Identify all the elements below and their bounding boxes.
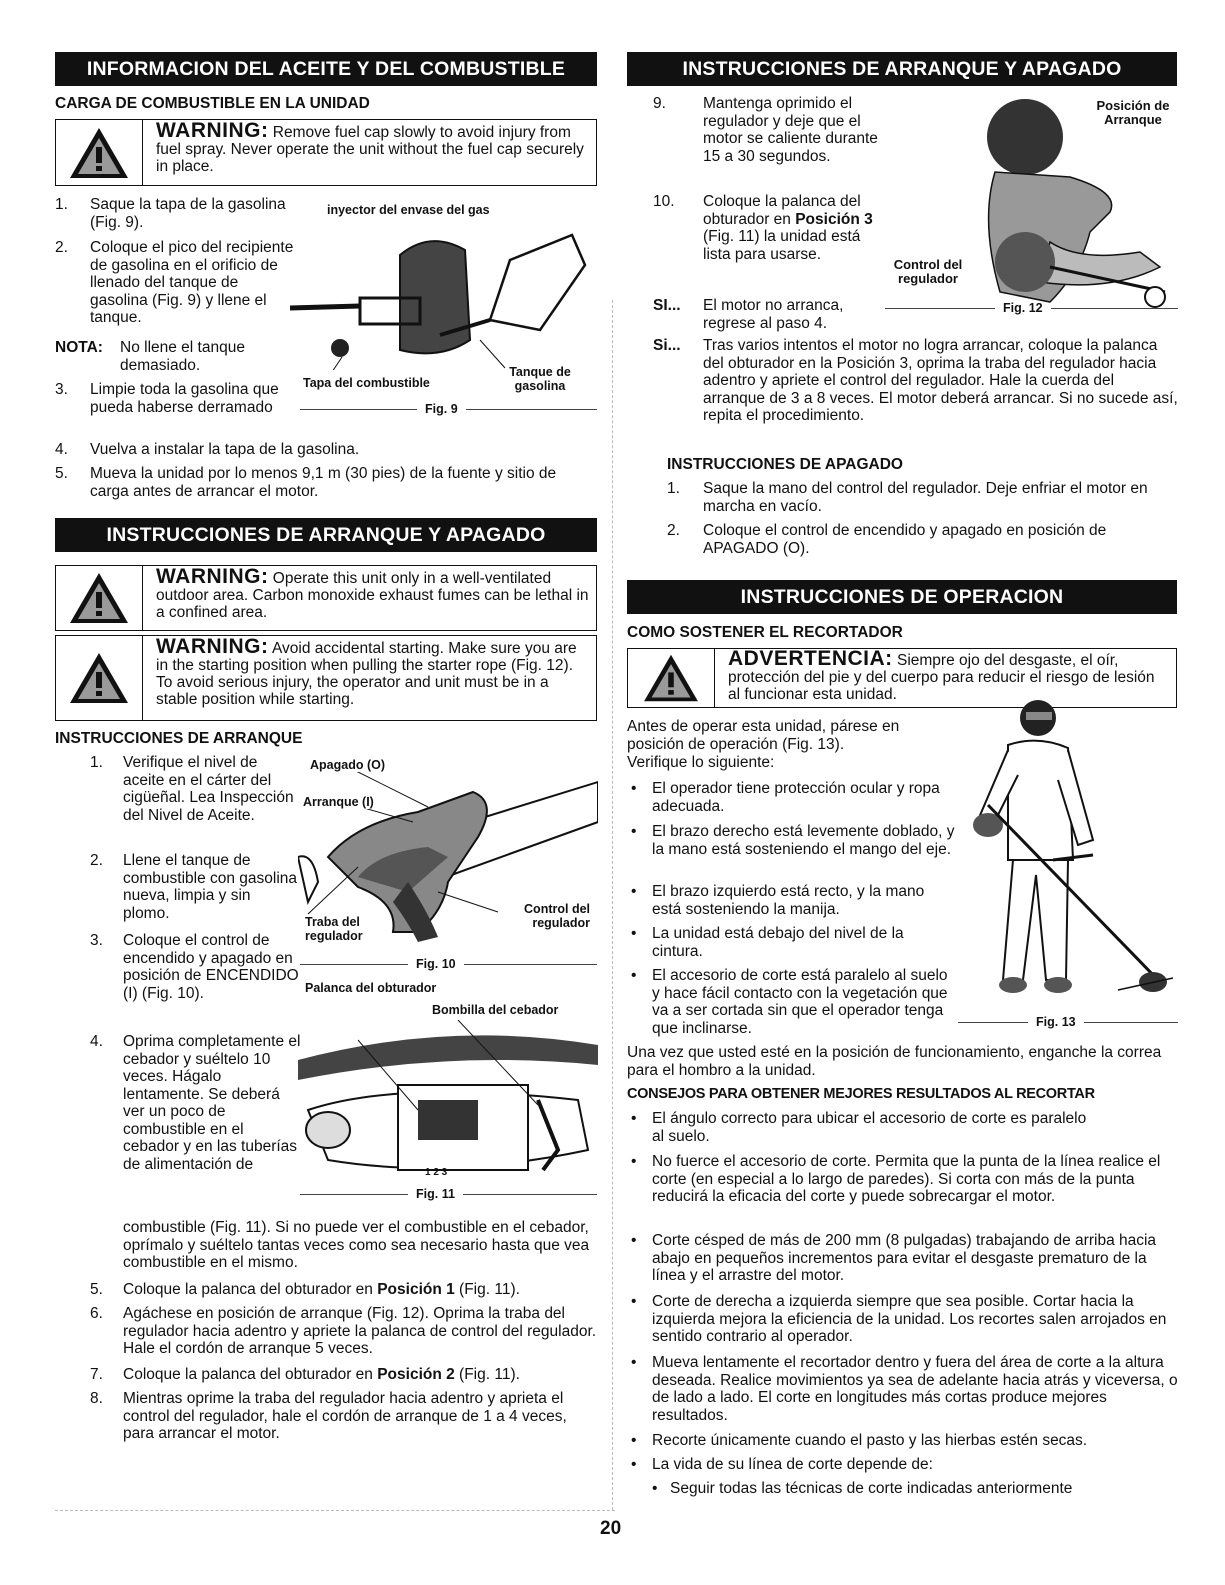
section-header-operacion: INSTRUCCIONES DE OPERACION [627, 580, 1177, 614]
fig10-label-apagado: Apagado (O) [310, 758, 385, 772]
warning-text: WARNING: Remove fuel cap slowly to avoid injury from fuel spray. Never operate the unit without the fuel cap securely in place. [156, 119, 584, 175]
list-item-continuation: combustible (Fig. 11). Si no puede ver el combustible en el cebador, oprímalo y suéltelo tantas veces como sea necesario hasta que vea combustible en el mismo. [123, 1219, 590, 1271]
intro-paragraph: Antes de operar esta unidad, párese en posición de operación (Fig. 13). [627, 718, 900, 753]
bullet: • [631, 883, 637, 900]
fig11-label-bombilla: Bombilla del cebador [432, 1003, 559, 1017]
bullet: • [631, 1153, 637, 1170]
fig11-position-numbers: 1 2 3 [425, 1167, 448, 1178]
bullet: • [631, 925, 637, 942]
fig9-label-tapa: Tapa del combustible [303, 376, 430, 390]
fig10-caption: Fig. 10 [300, 957, 597, 971]
bullet: • [631, 1432, 637, 1449]
warning-box-fuel-cap [55, 119, 597, 186]
bullet: • [652, 1480, 658, 1497]
bullet: • [631, 823, 637, 840]
bullet: • [631, 1293, 637, 1310]
list-item: Mueva lentamente el recortador dentro y fuera del área de corte a la altura deseada. Realice movimientos ya sea de adelante hacia atrás y viceversa, o de lado a lado. El corte en longitudes más cortas produce mejores resultados. [652, 1354, 1178, 1424]
list-item: La unidad está debajo del nivel de la cintura. [652, 925, 904, 960]
fig10-label-control: Control del regulador [524, 902, 590, 930]
warning-text: ADVERTENCIA: Siempre ojo del desgaste, el oír, protección del pie y del cuerpo para reducir el riesgo de lesión al funcionar esta unidad. [728, 647, 1155, 703]
warning-triangle-icon [56, 120, 143, 185]
list-item: El brazo izquierdo está recto, y la mano está sosteniendo la manija. [652, 883, 925, 918]
list-item: El ángulo correcto para ubicar el accesorio de corte es paralelo al suelo. [652, 1110, 1087, 1145]
fig9-fuel-tank-illustration [290, 220, 590, 370]
fig10-label-arranque: Arranque (I) [303, 795, 374, 809]
warning-triangle-icon [56, 566, 143, 630]
bullet: • [631, 967, 637, 984]
list-item: No fuerce el accesorio de corte. Permita que la punta de la línea realice el corte (en especial a lo largo de paredes). Si corta con más de la punta reducirá la eficacia del corte y puede sobrecargar el motor. [652, 1153, 1161, 1205]
fig10-label-traba: Traba del regulador [305, 915, 363, 943]
warning-text: WARNING: Avoid accidental starting. Make sure you are in the starting position when pulling the starter rope (Fig. 12). To avoid serious injury, the operator and unit must be in a stable position while starting. [156, 635, 577, 708]
bullet: • [631, 1110, 637, 1127]
fig10-label-palanca: Palanca del obturador [305, 981, 437, 995]
list-item: Recorte únicamente cuando el pasto y las hierbas estén secas. [652, 1432, 1088, 1449]
fig9-label-inyector: inyector del envase del gas [327, 203, 490, 217]
fig12-caption: Fig. 12 [885, 301, 1178, 315]
warning-box-accidental-start [55, 635, 597, 721]
fig12-label-control: Control del regulador [888, 258, 968, 286]
list-item: El accesorio de corte está paralelo al suelo y hace fácil contacto con la vegetación que va a ser cortada sin que el operador tenga que inclinarse. [652, 967, 948, 1037]
subheading-carga: CARGA DE COMBUSTIBLE EN LA UNIDAD [55, 95, 370, 112]
fig11-caption: Fig. 11 [300, 1187, 597, 1201]
subheading-sostener: COMO SOSTENER EL RECORTADOR [627, 624, 903, 641]
bottom-rule [55, 1510, 615, 1511]
subheading-arranque: INSTRUCCIONES DE ARRANQUE [55, 730, 303, 747]
fig9-caption: Fig. 9 [300, 402, 597, 416]
section-header-arranque-left: INSTRUCCIONES DE ARRANQUE Y APAGADO [55, 518, 597, 552]
list-item: El operador tiene protección ocular y ropa adecuada. [652, 780, 940, 815]
fig12-label-posicion: Posición de Arranque [1090, 99, 1176, 127]
bullet: • [631, 1354, 637, 1371]
fig9-label-tanque: Tanque de gasolina [509, 365, 571, 393]
fig13-operator-illustration [958, 690, 1178, 1015]
column-divider [612, 300, 613, 1510]
page-number: 20 [600, 1518, 622, 1539]
list-item: La vida de su línea de corte depende de: [652, 1456, 933, 1473]
subheading-consejos: CONSEJOS PARA OBTENER MEJORES RESULTADOS AL RECORTAR [627, 1086, 1095, 1102]
subheading-apagado: INSTRUCCIONES DE APAGADO [667, 456, 903, 473]
warning-text: WARNING: Operate this unit only in a well-ventilated outdoor area. Carbon monoxide exhaust fumes can be lethal in a confined area. [156, 565, 589, 621]
fig13-caption: Fig. 13 [958, 1015, 1178, 1029]
list-item: Seguir todas las técnicas de corte indicadas anteriormente [670, 1480, 1073, 1497]
bullet: • [631, 1456, 637, 1473]
bullet: • [631, 780, 637, 797]
una-vez-paragraph: Una vez que usted esté en la posición de funcionamiento, enganche la correa para el hombro a la unidad. [627, 1044, 1162, 1079]
warning-triangle-icon [56, 636, 143, 720]
warning-triangle-icon [628, 649, 715, 707]
list-item: Corte césped de más de 200 mm (8 pulgadas) trabajando de arriba hacia abajo en pequeños incrementos para evitar el desgaste prematuro de la línea y el arrastre del motor. [652, 1232, 1157, 1284]
list-item: El brazo derecho está levemente doblado, y la mano está sosteniendo el mango del eje. [652, 823, 955, 858]
section-header-fuel: INFORMACION DEL ACEITE Y DEL COMBUSTIBLE [55, 52, 597, 86]
list-item: Corte de derecha a izquierda siempre que sea posible. Cortar hacia la izquierda mejora la eficiencia de la unidad. Los recortes salen arrojados en sentido contrario al operador. [652, 1293, 1167, 1345]
fig11-primer-bulb-illustration [298, 1020, 598, 1180]
verifique-text: Verifique lo siguiente: [627, 754, 775, 771]
bullet: • [631, 1232, 637, 1249]
section-header-arranque-right: INSTRUCCIONES DE ARRANQUE Y APAGADO [627, 52, 1177, 86]
warning-box-ventilation [55, 565, 597, 631]
